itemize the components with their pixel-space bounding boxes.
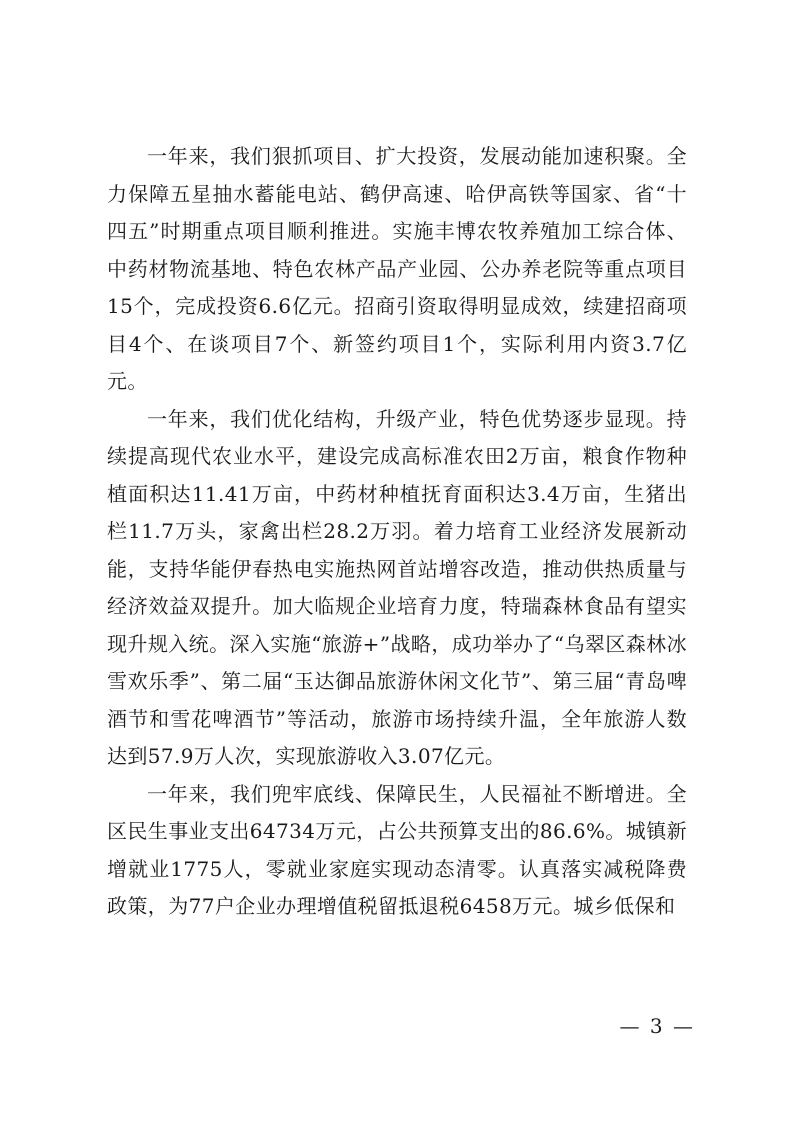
paragraph-investment: 一年来，我们狠抓项目、扩大投资，发展动能加速积聚。全力保障五星抽水蓄能电站、鹤伊高速、哈伊高铁等国家、省“十四五”时期重点项目顺利推进。实施丰博农牧养殖加工综合体、中药材物流基地、特色农林产品产业园、公办养老院等重点项目15个，完成投资6.6亿元。招商引资取得明显成效，续建招商项目4个、在谈项目7个、新签约项目1个，实际利用内资3.7亿元。: [107, 144, 687, 393]
paragraph-industry: 一年来，我们优化结构，升级产业，特色优势逐步显现。持续提高现代农业水平，建设完成高标准农田2万亩，粮食作物种植面积达11.41万亩，中药材种植抚育面积达3.4万亩，生猪出栏11.7万头，家禽出栏28.2万羽。着力培育工业经济发展新动能，支持华能伊春热电实施热网首站增容改造，推动供热质量与经济效益双提升。加大临规企业培育力度，特瑞森林食品有望实现升规入统。深入实施“旅游+”战略，成功举办了“乌翠区森林冰雪欢乐季”、第二届“玉达御品旅游休闲文化节”、第三届“青岛啤酒节和雪花啤酒节”等活动，旅游市场持续升温，全年旅游人数达到57.9万人次，实现旅游收入3.07亿元。: [107, 406, 687, 768]
paragraph-livelihood: 一年来，我们兜牢底线、保障民生，人民福祉不断增进。全区民生事业支出64734万元，占公共预算支出的86.6%。城镇新增就业1775人，零就业家庭实现动态清零。认真落实减税降费政策，为77户企业办理增值税留抵退税6458万元。城乡低保和: [107, 781, 687, 918]
page-number: — 3 —: [619, 1014, 695, 1038]
document-body: [107, 138, 687, 926]
